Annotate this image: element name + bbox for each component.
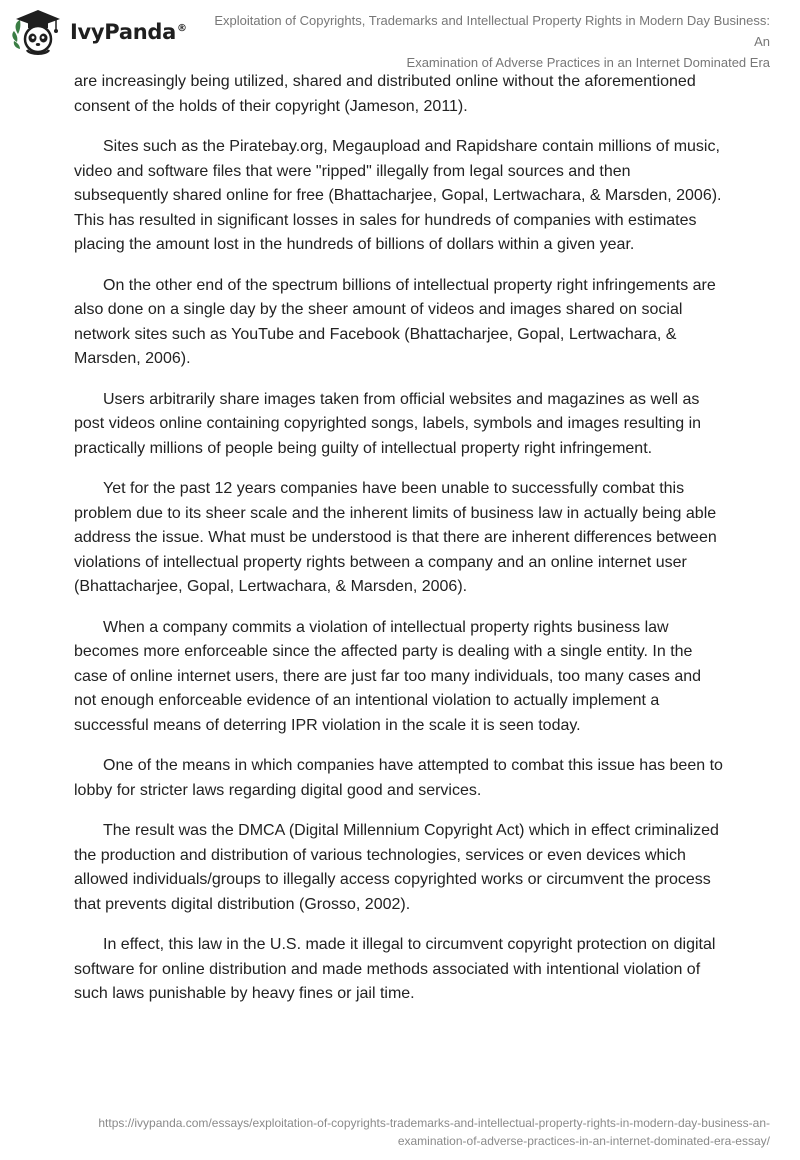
- paragraph: Yet for the past 12 years companies have been unable to successfully combat this problem due to its sheer scale and the inherent limits of business law in actually being able address the issue. What must be understood is that there are inherent differences between violations of intellectual property rights between a company and an online internet user (Bhattacharjee, Gopal, Lertwachara, & Marsden, 2006).: [74, 480, 717, 595]
- document-title: [210, 10, 770, 73]
- paragraph: When a company commits a violation of intellectual property rights business law becomes more enforceable since the affected party is dealing with a single entity. In the case of online internet users, there are just far too many individuals, too many cases and not enough enforceable evidence of an intentional violation to actually implement a successful means of deterring IPR violation in the scale it is seen today.: [74, 618, 702, 734]
- paragraph: Users arbitrarily share images taken from official websites and magazines as well as post videos online containing copyrighted songs, labels, symbols and images resulting in practically millions of people being guilty of intellectual property right infringement.: [74, 390, 702, 457]
- ivypanda-logo[interactable]: [12, 8, 187, 56]
- url-line-2: examination-of-adverse-practices-in-an-internet-dominated-era-essay/: [397, 1134, 770, 1148]
- paragraph-continued: are increasingly being utilized, shared and distributed online without the aforementioned consent of the holds of their copyright (Jameson, 2011).: [74, 73, 696, 115]
- paragraph: The result was the DMCA (Digital Millennium Copyright Act) which in effect criminalized the production and distribution of various technologies, services or even devices which allowed individuals/groups to illegally access copyrighted works or circumvent the process that prevents digital distribution (Grosso, 2002).: [74, 822, 719, 913]
- title-line-2: Examination of Adverse Practices in an Internet Dominated Era: [406, 55, 770, 70]
- panda-graduate-icon: [12, 8, 64, 56]
- url-line-1: https://ivypanda.com/essays/exploitation-of-copyrights-trademarks-and-intellectual-property-rights-in-modern-day-business-an-: [98, 1116, 770, 1130]
- page-header: [0, 0, 800, 70]
- essay-body: [74, 70, 724, 1023]
- title-line-1: Exploitation of Copyrights, Trademarks and Intellectual Property Rights in Modern Day Business: An: [214, 13, 770, 49]
- registered-mark: ®: [176, 23, 187, 34]
- paragraph: On the other end of the spectrum billions of intellectual property right infringements are also done on a single day by the sheer amount of videos and images shared on social network sites such as YouTube and Facebook (Bhattacharjee, Gopal, Lertwachara, & Marsden, 2006).: [74, 276, 716, 367]
- paragraph: One of the means in which companies have attempted to combat this issue has been to lobby for stricter laws regarding digital good and services.: [74, 757, 723, 799]
- paragraph: In effect, this law in the U.S. made it illegal to circumvent copyright protection on digital software for online distribution and made methods associated with intentional violation of such laws punishable by heavy fines or jail time.: [74, 936, 716, 1002]
- source-url[interactable]: [50, 1114, 770, 1150]
- paragraph: Sites such as the Piratebay.org, Megaupload and Rapidshare contain millions of music, video and software files that were "ripped" illegally from legal sources and then subsequently shared online for free (Bhattacharjee, Gopal, Lertwachara, & Marsden, 2006). This has resulted in significant losses in sales for hundreds of companies with estimates placing the amount lost in the hundreds of billions of dollars within a given year.: [74, 138, 722, 253]
- logo-text: IvyPanda®: [70, 20, 187, 44]
